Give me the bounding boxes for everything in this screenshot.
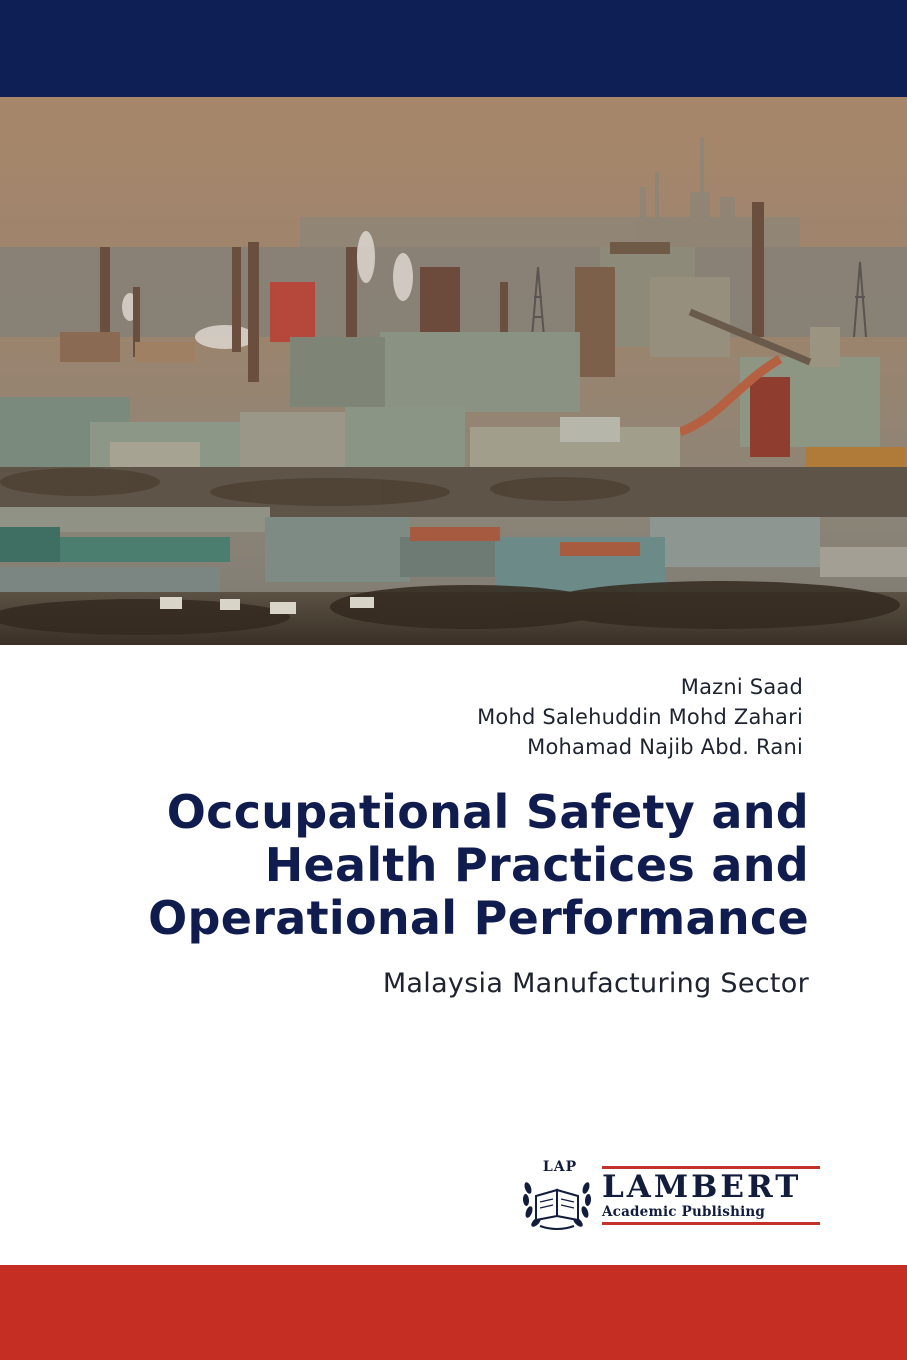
author-3: Mohamad Najib Abd. Rani bbox=[527, 735, 803, 759]
publisher-logo bbox=[520, 1158, 820, 1233]
author-1: Mazni Saad bbox=[680, 675, 803, 699]
publisher-wordmark bbox=[602, 1166, 820, 1225]
top-color-band bbox=[0, 0, 907, 97]
wordmark-bottom-rule bbox=[602, 1222, 820, 1225]
title-line-3: Operational Performance bbox=[148, 891, 809, 945]
laurel-book-icon bbox=[520, 1158, 598, 1233]
cover-photo-industrial-plant bbox=[0, 97, 907, 645]
title-line-1: Occupational Safety and bbox=[166, 785, 809, 839]
publisher-tagline: Academic Publishing bbox=[602, 1204, 766, 1220]
lap-mark-letters: LAP bbox=[542, 1159, 578, 1175]
author-2: Mohd Salehuddin Mohd Zahari bbox=[477, 705, 803, 729]
publisher-name: LAMBERT bbox=[602, 1169, 802, 1205]
book-title bbox=[109, 786, 809, 945]
title-line-2: Health Practices and bbox=[264, 838, 809, 892]
bottom-color-band bbox=[0, 1265, 907, 1360]
book-subtitle: Malaysia Manufacturing Sector bbox=[382, 968, 809, 999]
author-list bbox=[477, 672, 803, 762]
